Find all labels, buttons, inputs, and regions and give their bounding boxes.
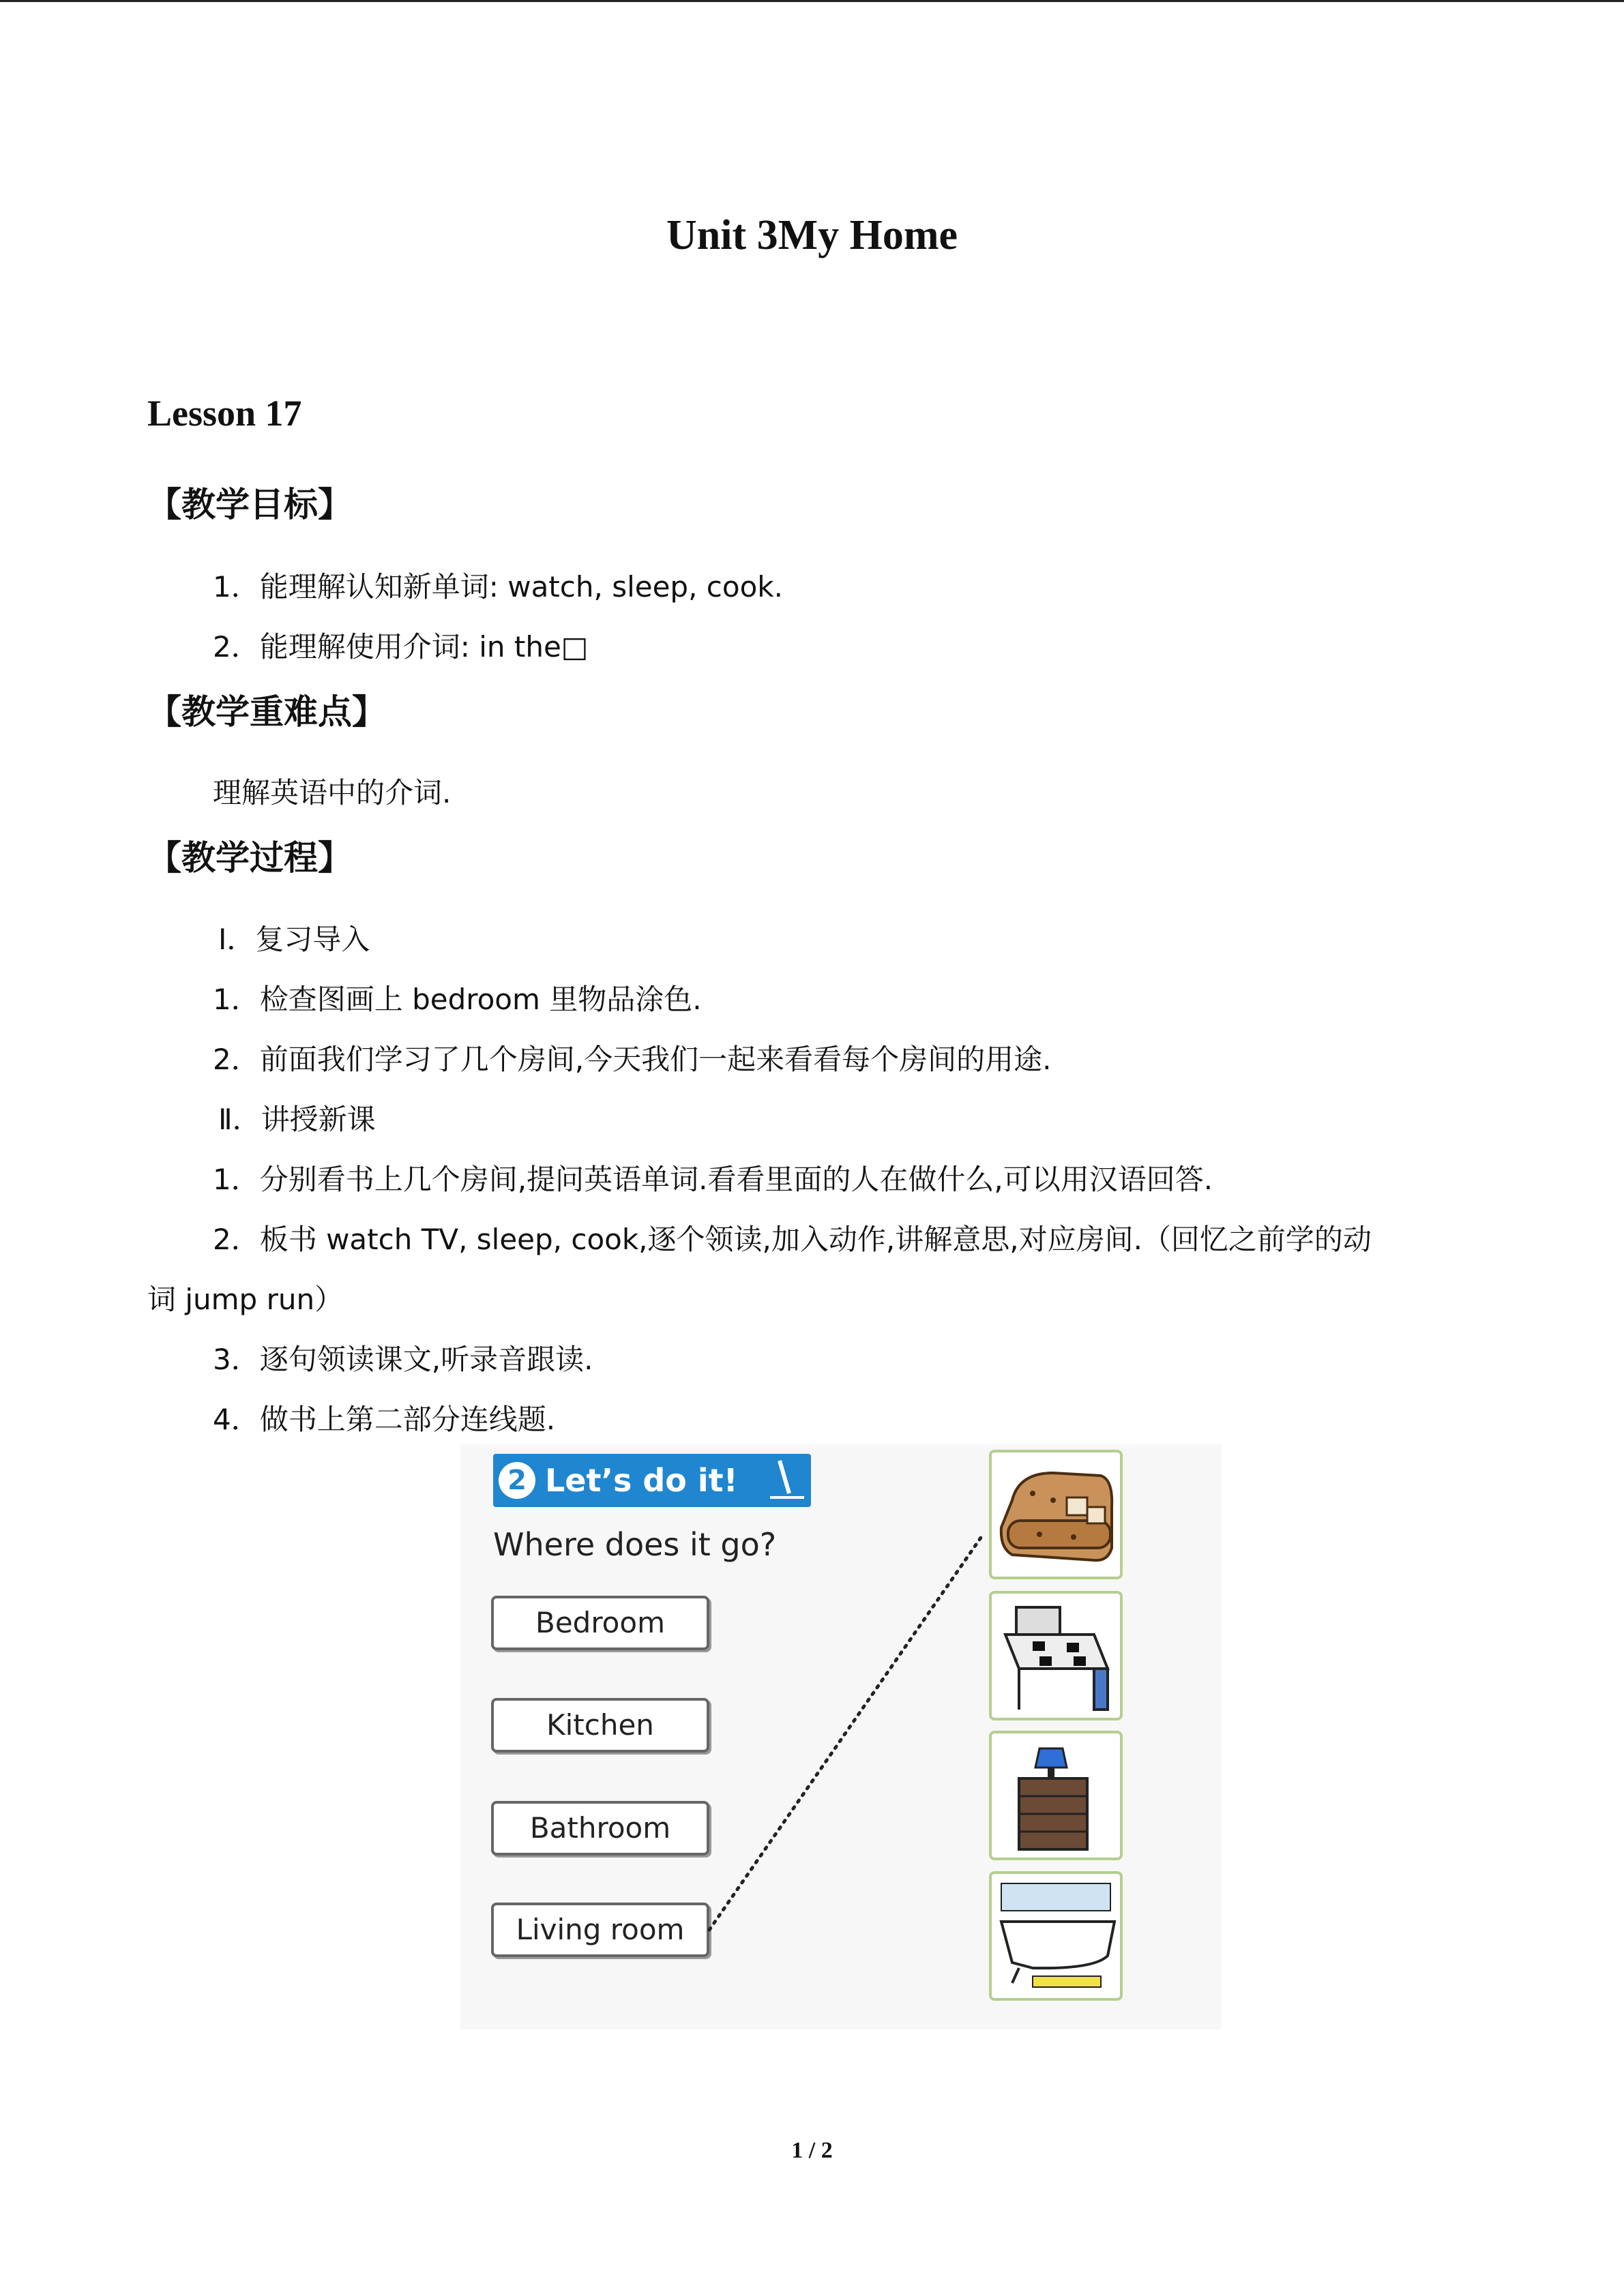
keypoint-item: 理解英语中的介词. bbox=[213, 776, 452, 809]
process-item: Ⅱ．讲授新课 bbox=[218, 1103, 376, 1136]
stove-icon bbox=[992, 1594, 1120, 1718]
section-heading-keypoints: 【教学重难点】 bbox=[147, 692, 386, 732]
process-item: 4．做书上第二部分连线题. bbox=[213, 1403, 556, 1436]
process-item: 1．分别看书上几个房间,提问英语单词.看看里面的人在做什么,可以用汉语回答. bbox=[213, 1163, 1213, 1196]
section-heading-goals: 【教学目标】 bbox=[147, 485, 352, 524]
nightstand-lamp-icon bbox=[992, 1733, 1120, 1858]
stove-picture bbox=[989, 1591, 1123, 1720]
process-item: Ⅰ．复习导入 bbox=[218, 923, 370, 956]
nightstand-picture bbox=[989, 1731, 1123, 1860]
badge-text: Let’s do it! bbox=[545, 1462, 738, 1499]
page-number: 1 / 2 bbox=[791, 2138, 833, 2163]
badge-number: 2 bbox=[499, 1462, 535, 1499]
room-box-kitchen: Kitchen bbox=[491, 1698, 709, 1753]
room-box-living-room: Living room bbox=[491, 1903, 709, 1957]
sofa-picture bbox=[989, 1450, 1123, 1579]
process-item: 1．检查图画上 bedroom 里物品涂色. bbox=[213, 983, 702, 1016]
bathtub-icon bbox=[992, 1874, 1120, 1998]
bathtub-picture bbox=[989, 1871, 1123, 2001]
goal-item: 2．能理解使用介词: in the□ bbox=[213, 630, 589, 664]
exercise-figure bbox=[460, 1444, 1222, 2029]
process-item: 3．逐句领读课文,听录音跟读. bbox=[213, 1343, 593, 1376]
room-box-bathroom: Bathroom bbox=[491, 1801, 709, 1855]
page-title: Unit 3My Home bbox=[666, 212, 958, 258]
exercise-question: Where does it go? bbox=[493, 1526, 777, 1563]
process-item: 2．板书 watch TV, sleep, cook,逐个领读,加入动作,讲解意思,对应房间.（回忆之前学的动 bbox=[213, 1223, 1372, 1256]
lesson-title: Lesson 17 bbox=[147, 393, 302, 434]
sofa-icon bbox=[992, 1452, 1120, 1577]
process-item: 词 jump run） bbox=[147, 1283, 344, 1316]
goal-item: 1．能理解认知新单词: watch, sleep, cook. bbox=[213, 570, 783, 603]
section-heading-process: 【教学过程】 bbox=[147, 838, 352, 878]
process-item: 2．前面我们学习了几个房间,今天我们一起来看看每个房间的用途. bbox=[213, 1043, 1052, 1076]
top-border bbox=[0, 0, 1624, 2]
room-box-bedroom: Bedroom bbox=[491, 1596, 709, 1650]
